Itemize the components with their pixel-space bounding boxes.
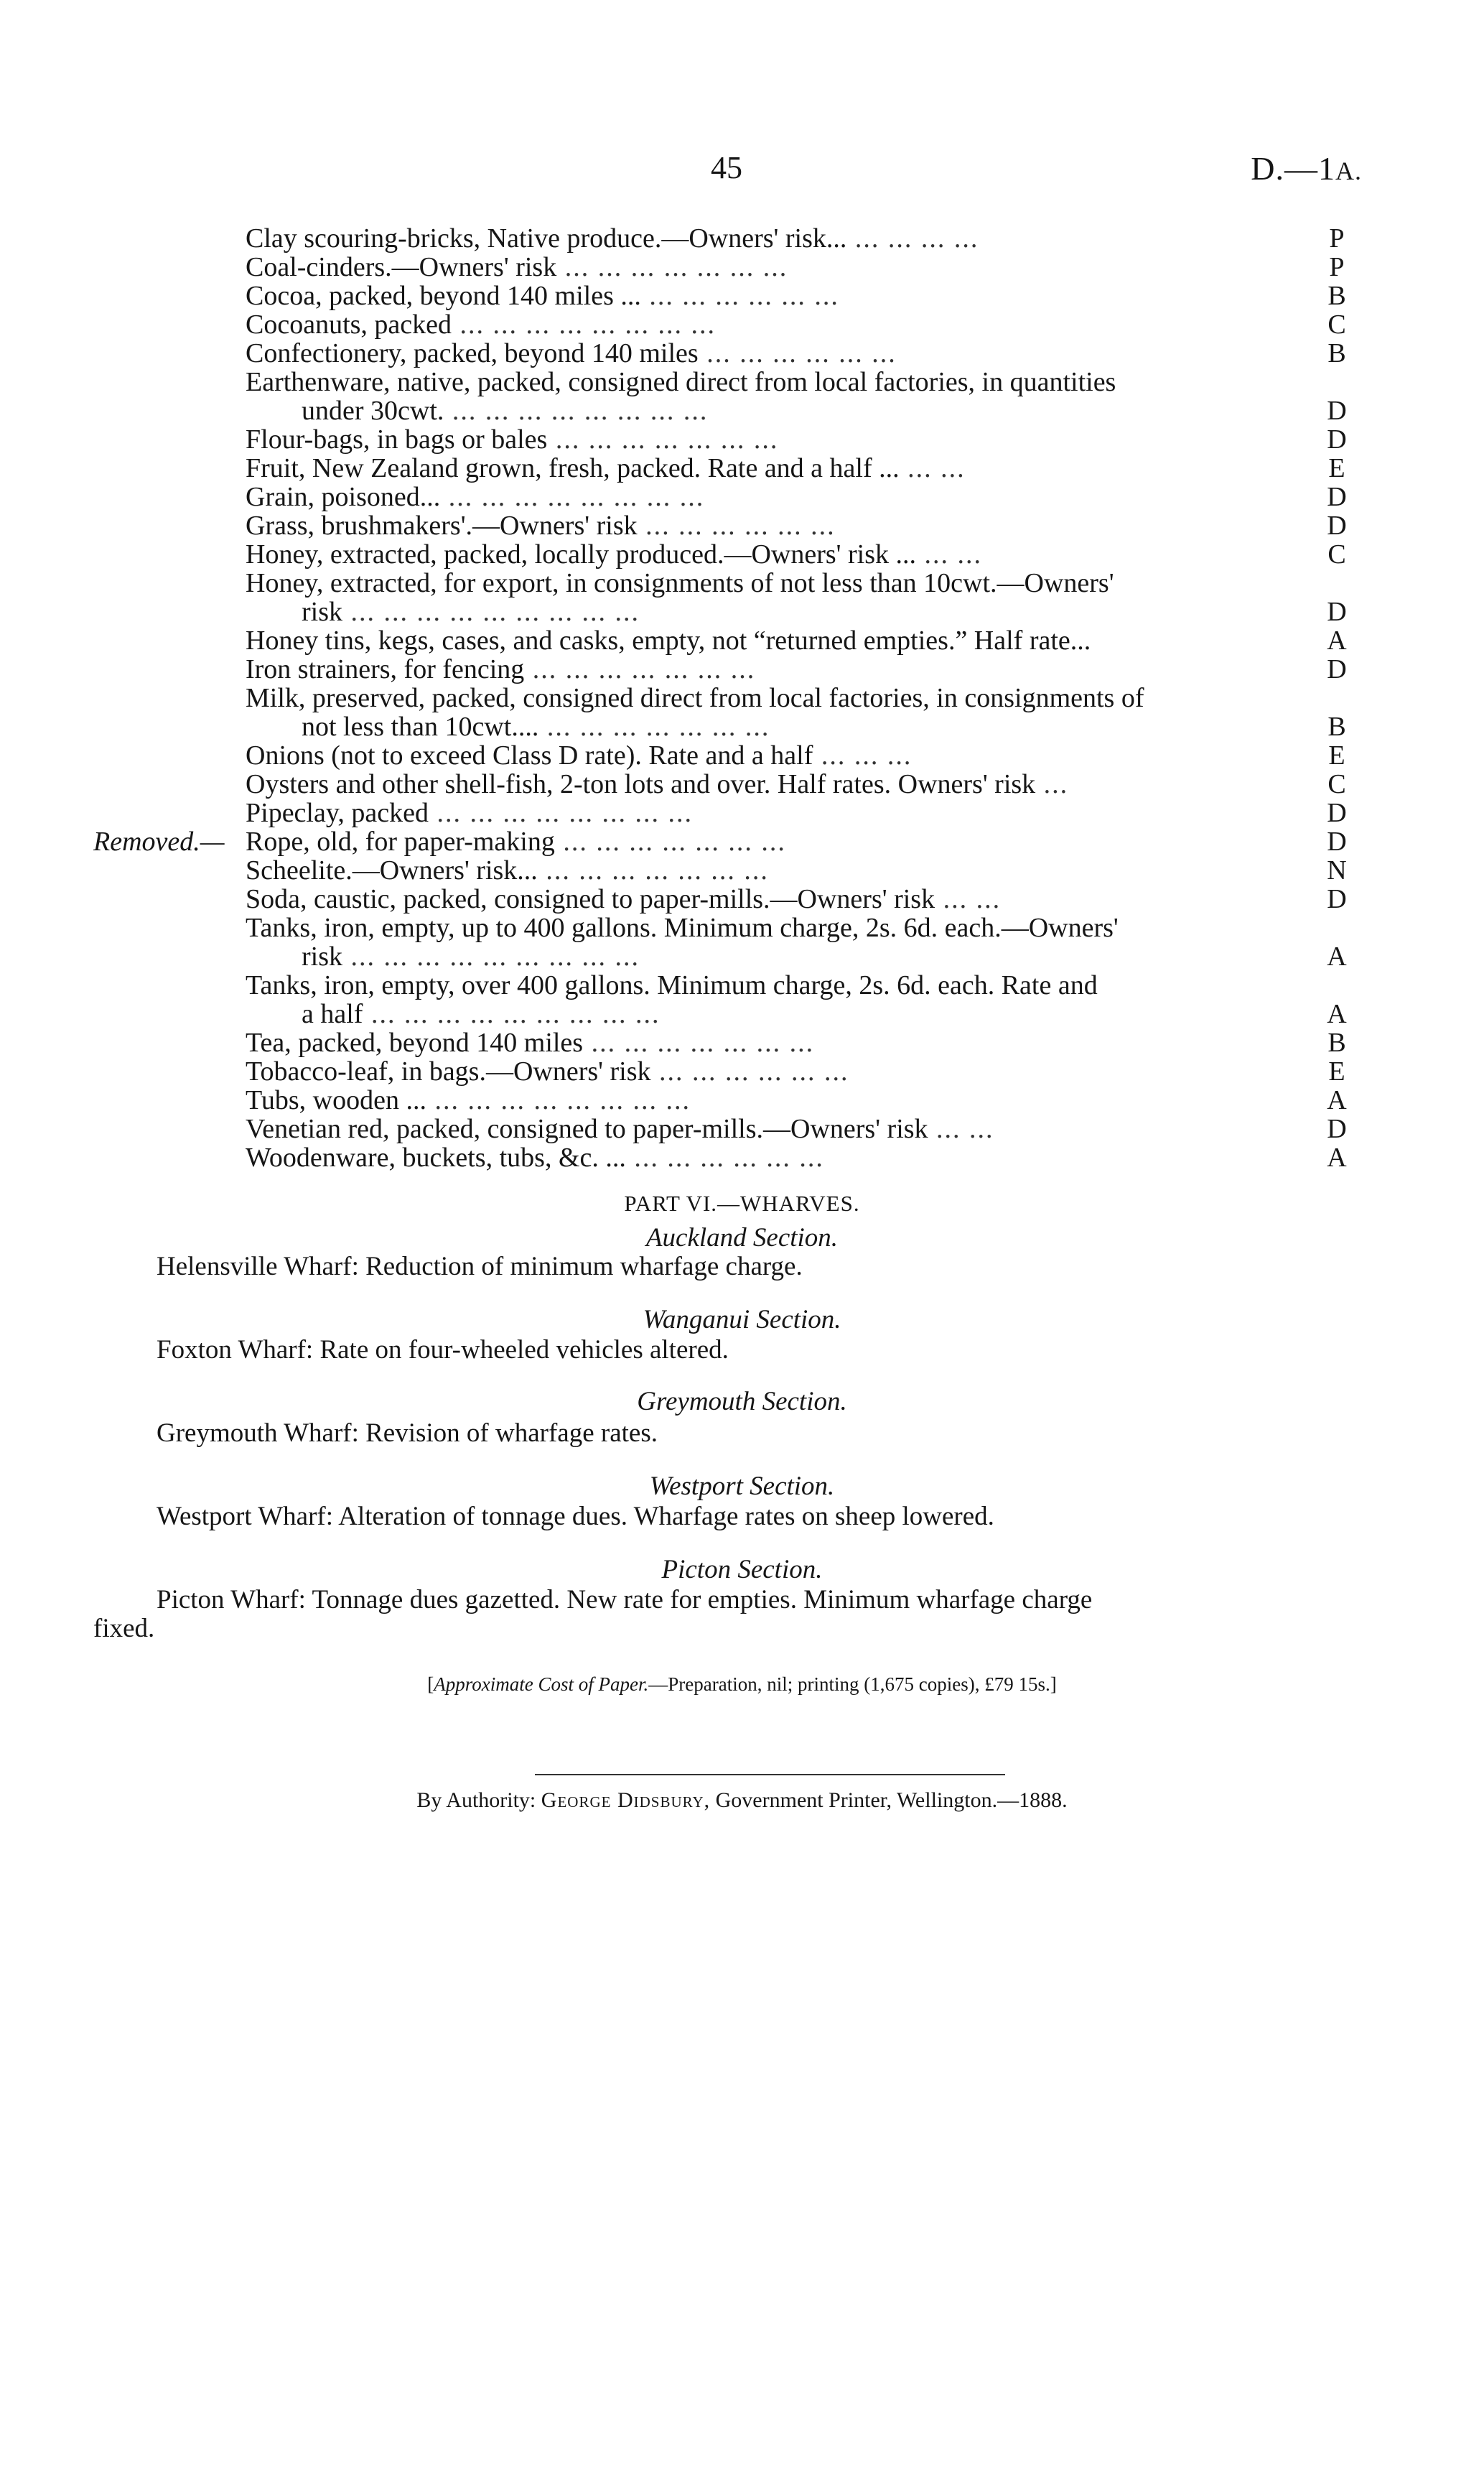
row-description-text: Confectionery, packed, beyond 140 miles — [246, 339, 699, 368]
greymouth-wharf-entry: Greymouth Wharf: Revision of wharfage rates. — [157, 1418, 658, 1448]
row-description-text: Woodenware, buckets, tubs, &c. ... — [246, 1143, 626, 1172]
row-description — [246, 1115, 1274, 1143]
leader-dots: ... ... ... ... ... ... — [637, 511, 836, 540]
helensville-wharf-entry: Helensville Wharf: Reduction of minimum wharfage charge. — [157, 1252, 803, 1281]
schedule-row — [0, 253, 1484, 282]
row-description-text: Tanks, iron, empty, over 400 gallons. Minimum charge, 2s. 6d. each. Rate and — [246, 971, 1098, 1000]
leader-dots: ... ... — [916, 540, 983, 569]
row-class: D — [1327, 424, 1347, 455]
row-description-text: Clay scouring-bricks, Native produce.—Owners' risk... — [246, 224, 847, 253]
schedule-row — [0, 540, 1484, 569]
leader-dots: ... — [1035, 770, 1069, 799]
schedule-row — [0, 942, 1484, 971]
schedule-row — [0, 655, 1484, 684]
row-class: A — [1327, 999, 1347, 1029]
row-description-text: Tobacco-leaf, in bags.—Owners' risk — [246, 1057, 651, 1086]
wanganui-section-title: Wanganui Section. — [643, 1305, 841, 1334]
picton-wharf-entry: Picton Wharf: Tonnage dues gazetted. New rate for empties. Minimum wharfage charge — [157, 1585, 1093, 1614]
row-description — [246, 770, 1274, 799]
row-description — [246, 1057, 1274, 1086]
leader-dots: ... ... ... ... — [846, 224, 979, 253]
row-description — [246, 511, 1274, 540]
row-description-text: Pipeclay, packed — [246, 799, 429, 827]
row-description-text: Honey, extracted, packed, locally produced.—Owners' risk ... — [246, 540, 917, 569]
row-description — [246, 827, 1274, 856]
row-description-text: Honey tins, kegs, cases, and casks, empty, not “returned empties.” Half rate... — [246, 626, 1091, 655]
schedule-row — [0, 827, 1484, 856]
row-class: D — [1327, 1114, 1347, 1144]
row-description — [246, 971, 1274, 1000]
row-description — [246, 253, 1274, 282]
row-description-text: Flour-bags, in bags or bales — [246, 425, 548, 454]
leader-dots: ... ... ... ... ... ... — [625, 1143, 824, 1172]
row-class: E — [1328, 1056, 1345, 1087]
imprint-suffix: Government Printer, Wellington.—1888. — [715, 1788, 1068, 1812]
document-code-suffix: A. — [1335, 157, 1362, 185]
schedule-row — [0, 569, 1484, 598]
schedule-row — [0, 368, 1484, 396]
row-class: D — [1327, 798, 1347, 828]
schedule-row — [0, 598, 1484, 626]
row-description-text: Venetian red, packed, consigned to paper-mills.—Owners' risk — [246, 1115, 928, 1143]
row-class: D — [1327, 511, 1347, 541]
row-class: E — [1328, 740, 1345, 771]
leader-dots: ... ... ... — [813, 741, 913, 770]
row-description — [246, 224, 1274, 253]
row-class: D — [1327, 827, 1347, 857]
row-description — [246, 684, 1274, 712]
row-description — [246, 569, 1274, 598]
schedule-row — [0, 454, 1484, 483]
row-class: D — [1327, 597, 1347, 627]
row-description-text: Coal-cinders.—Owners' risk — [246, 253, 557, 282]
row-description — [246, 856, 1274, 885]
row-class: A — [1327, 1085, 1347, 1115]
row-description — [246, 1028, 1274, 1057]
row-description — [246, 425, 1274, 454]
row-description-text: Grass, brushmakers'.—Owners' risk — [246, 511, 638, 540]
document-code-main: D.—1 — [1251, 150, 1335, 187]
westport-section-title: Westport Section. — [649, 1472, 835, 1501]
row-description — [246, 799, 1274, 827]
schedule-row — [0, 483, 1484, 511]
row-class: B — [1327, 281, 1346, 311]
picton-section-title: Picton Section. — [661, 1555, 823, 1584]
row-description-text: Tanks, iron, empty, up to 400 gallons. Minimum charge, 2s. 6d. each.—Owners' — [246, 914, 1119, 942]
foxton-wharf-entry: Foxton Wharf: Rate on four-wheeled vehicles altered. — [157, 1335, 729, 1365]
schedule-row — [0, 684, 1484, 712]
schedule-row — [0, 856, 1484, 885]
row-description — [246, 914, 1274, 942]
leader-dots: ... ... ... ... ... ... ... ... ... — [363, 1000, 661, 1028]
schedule-row — [0, 1115, 1484, 1143]
leader-dots: ... ... ... ... ... ... — [640, 282, 839, 310]
schedule-row — [0, 971, 1484, 1000]
leader-dots: ... ... ... ... ... ... — [650, 1057, 849, 1086]
row-description — [246, 454, 1274, 483]
row-description-text: Milk, preserved, packed, consigned direct from local factories, in consignments of — [246, 684, 1144, 712]
row-description — [246, 483, 1274, 511]
row-description-text: risk — [302, 598, 342, 626]
schedule-row — [0, 282, 1484, 310]
leader-dots: ... ... ... ... ... ... ... — [537, 856, 769, 885]
row-description-text: Scheelite.—Owners' risk... — [246, 856, 538, 885]
leader-dots: ... ... ... ... ... ... ... ... ... — [342, 598, 640, 626]
schedule-row — [0, 712, 1484, 741]
printer-name: George Didsbury, — [541, 1788, 711, 1812]
leader-dots: ... ... ... ... ... ... ... ... — [452, 310, 717, 339]
leader-dots: ... ... ... ... ... ... ... ... — [440, 483, 705, 511]
row-class: P — [1329, 223, 1345, 254]
row-class: D — [1327, 884, 1347, 914]
westport-wharf-entry: Westport Wharf: Alteration of tonnage dues. Wharfage rates on sheep lowered. — [157, 1502, 994, 1531]
picton-wharf-entry-continued: fixed. — [93, 1614, 155, 1643]
row-class: C — [1327, 769, 1346, 799]
schedule-row — [0, 310, 1484, 339]
row-description — [246, 282, 1274, 310]
document-code — [1251, 149, 1362, 187]
leader-dots: ... ... ... ... ... ... ... — [524, 655, 756, 684]
row-description — [246, 310, 1274, 339]
row-class: A — [1327, 1143, 1347, 1173]
row-description — [246, 655, 1274, 684]
row-description-text: under 30cwt. — [302, 396, 444, 425]
schedule-row — [0, 1143, 1484, 1172]
imprint-prefix: By Authority: — [416, 1788, 536, 1812]
row-description-text: Iron strainers, for fencing — [246, 655, 525, 684]
paper-cost-note: [Approximate Cost of Paper.—Preparation, nil; printing (1,675 copies), £79 15s.] — [427, 1673, 1057, 1695]
paper-cost-label: Approximate Cost of Paper. — [434, 1673, 649, 1695]
row-description — [246, 1143, 1274, 1172]
row-description — [246, 741, 1274, 770]
schedule-row — [0, 224, 1484, 253]
schedule-row — [0, 741, 1484, 770]
schedule-row — [0, 1000, 1484, 1028]
schedule-row — [0, 396, 1484, 425]
row-description-text: a half — [302, 1000, 363, 1028]
schedule-row — [0, 425, 1484, 454]
row-description — [246, 1086, 1274, 1115]
schedule-row — [0, 511, 1484, 540]
schedule-row — [0, 626, 1484, 655]
row-description-text: Fruit, New Zealand grown, fresh, packed. Rate and a half ... — [246, 454, 900, 483]
paper-cost-text: —Preparation, nil; printing (1,675 copies), £79 15s. — [648, 1673, 1050, 1695]
schedule-row — [0, 799, 1484, 827]
schedule-row — [0, 885, 1484, 914]
leader-dots: ... ... — [899, 454, 966, 483]
page-number: 45 — [711, 150, 742, 185]
schedule-row — [0, 1086, 1484, 1115]
row-class: D — [1327, 396, 1347, 426]
row-description-text: Soda, caustic, packed, consigned to paper-mills.—Owners' risk — [246, 885, 935, 914]
row-class: C — [1327, 539, 1346, 570]
footer-divider — [535, 1774, 1005, 1775]
row-description — [246, 368, 1274, 396]
row-description-text: Cocoanuts, packed — [246, 310, 452, 339]
row-class: B — [1327, 338, 1346, 368]
leader-dots: ... ... ... ... ... ... — [698, 339, 897, 368]
row-description — [246, 942, 1330, 971]
row-description-text: Onions (not to exceed Class D rate). Rate and a half — [246, 741, 813, 770]
row-class: D — [1327, 482, 1347, 512]
row-class: A — [1327, 942, 1347, 972]
row-class: P — [1329, 252, 1345, 282]
row-description-text: Earthenware, native, packed, consigned direct from local factories, in quantities — [246, 368, 1116, 396]
leader-dots: ... ... ... ... ... ... ... ... — [428, 799, 693, 827]
row-description-text: not less than 10cwt.... — [302, 712, 539, 741]
row-class: E — [1328, 453, 1345, 483]
schedule-row — [0, 914, 1484, 942]
leader-dots: ... ... ... ... ... ... ... ... — [426, 1086, 691, 1115]
row-description — [246, 598, 1330, 626]
greymouth-section-title: Greymouth Section. — [637, 1387, 847, 1416]
leader-dots: ... ... ... ... ... ... ... — [583, 1028, 815, 1057]
schedule-row — [0, 770, 1484, 799]
leader-dots: ... ... ... ... ... ... ... — [554, 827, 786, 856]
row-description — [246, 540, 1274, 569]
row-description-text: Rope, old, for paper-making — [246, 827, 555, 856]
row-class: B — [1327, 1028, 1346, 1058]
row-description — [246, 626, 1274, 655]
row-description-text: Grain, poisoned... — [246, 483, 441, 511]
schedule-row — [0, 339, 1484, 368]
part-vi-title: PART VI.—WHARVES. — [624, 1191, 860, 1216]
auckland-section-title: Auckland Section. — [645, 1223, 839, 1253]
row-description — [246, 712, 1330, 741]
leader-dots: ... ... ... ... ... ... ... ... — [444, 396, 709, 425]
row-description-text: Tubs, wooden ... — [246, 1086, 426, 1115]
row-description-text: Cocoa, packed, beyond 140 miles ... — [246, 282, 641, 310]
leader-dots: ... ... ... ... ... ... ... ... ... — [342, 942, 640, 971]
row-description — [246, 339, 1274, 368]
leader-dots: ... ... ... ... ... ... ... — [547, 425, 779, 454]
row-class: C — [1327, 310, 1346, 340]
row-description — [246, 1000, 1330, 1028]
row-description-text: Oysters and other shell-fish, 2-ton lots and over. Half rates. Owners' risk — [246, 770, 1036, 799]
leader-dots: ... ... ... ... ... ... ... — [538, 712, 770, 741]
leader-dots: ... ... — [928, 1115, 994, 1143]
row-description-text: Tea, packed, beyond 140 miles — [246, 1028, 584, 1057]
leader-dots: ... ... — [935, 885, 1002, 914]
row-class: B — [1327, 712, 1346, 742]
schedule-row — [0, 1057, 1484, 1086]
row-description-text: risk — [302, 942, 342, 971]
schedule-row — [0, 1028, 1484, 1057]
row-class: D — [1327, 654, 1347, 684]
printer-imprint — [0, 1788, 1484, 1813]
row-note: Removed.— — [93, 827, 225, 857]
leader-dots: ... ... ... ... ... ... ... — [556, 253, 788, 282]
row-description-text: Honey, extracted, for export, in consignments of not less than 10cwt.—Owners' — [246, 569, 1114, 598]
row-class: A — [1327, 626, 1347, 656]
row-description — [246, 885, 1274, 914]
row-class: N — [1327, 855, 1347, 886]
row-description — [246, 396, 1330, 425]
